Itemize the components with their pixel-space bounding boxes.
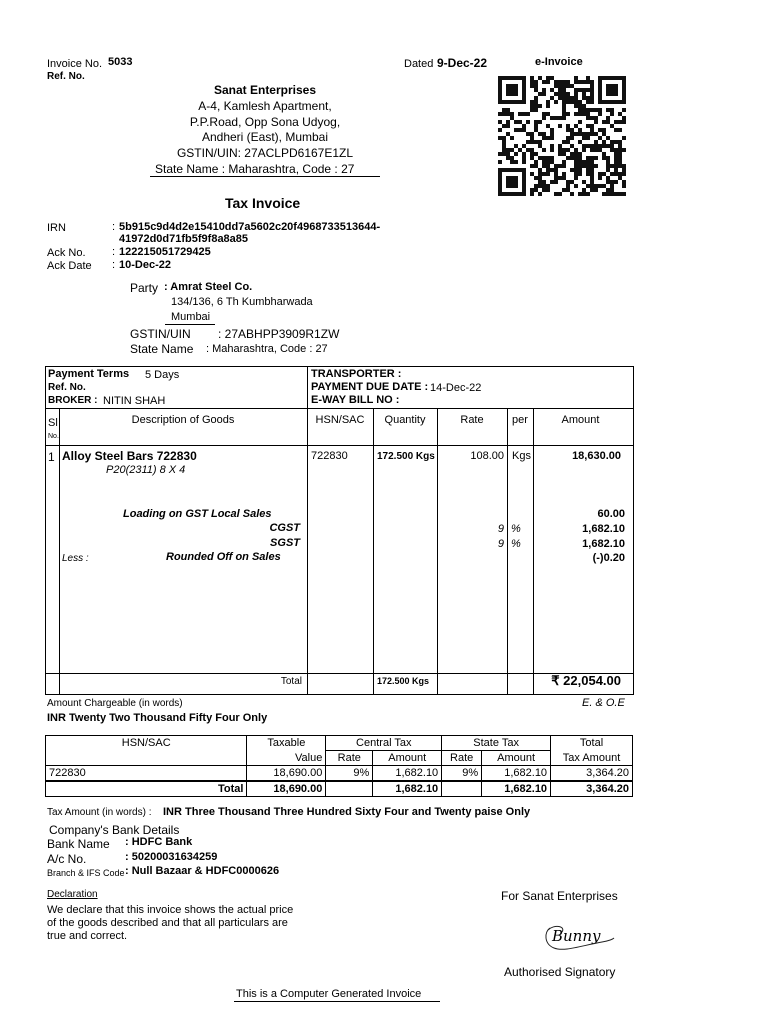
tax-row-central-amount: 1,682.10 <box>373 766 442 782</box>
terms-divider <box>307 366 308 409</box>
payment-terms-label: Payment Terms <box>48 368 130 380</box>
col-line-desc <box>307 408 308 695</box>
bank-name: : HDFC Bank <box>125 836 193 848</box>
branch-label: Branch & IFS Code <box>47 868 125 878</box>
ack-date: 10-Dec-22 <box>119 259 171 271</box>
einvoice-label: e-Invoice <box>535 56 583 68</box>
tax-total-state-rate <box>442 781 482 797</box>
col-line-rate <box>507 408 508 695</box>
seller-underline <box>150 176 380 177</box>
irn-line-1: 5b915c9d4d2e15410dd7a5602c20f4968733513644- <box>119 221 381 233</box>
broker-name: NITIN SHAH <box>103 395 166 407</box>
seller-address-2: P.P.Road, Opp Sona Udyog, <box>189 115 341 129</box>
col-line-qty <box>437 408 438 695</box>
tax-row-hsn: 722830 <box>46 766 247 782</box>
tax-total-state-amount: 1,682.10 <box>482 781 551 797</box>
loading-amount: 60.00 <box>597 508 625 520</box>
declaration-line-2: of the goods described and that all particulars are <box>47 917 288 929</box>
tax-words-label: Tax Amount (in words) : <box>47 807 152 818</box>
sgst-label: SGST <box>270 537 300 549</box>
party-address-2: Mumbai <box>171 311 211 323</box>
col-quantity-header: Quantity <box>384 414 426 426</box>
tax-header-total: Total <box>551 736 633 751</box>
declaration-line-1: We declare that this invoice shows the actual price <box>47 904 294 916</box>
tax-summary-table <box>45 735 633 797</box>
eoe-label: E. & O.E <box>582 697 625 709</box>
rounded-amount: (-)0.20 <box>592 552 625 564</box>
loading-label: Loading on GST Local Sales <box>123 508 272 520</box>
cgst-percent: % <box>511 523 521 535</box>
col-sl-no-header: No. <box>48 433 59 440</box>
branch-ifsc: : Null Bazaar & HDFC0000626 <box>125 865 280 877</box>
account-label: A/c No. <box>47 852 87 866</box>
total-label: Total <box>280 676 302 687</box>
invoice-no-label: Invoice No. <box>47 58 103 70</box>
item-sl: 1 <box>48 450 55 464</box>
tax-header-central-rate: Rate <box>326 751 373 766</box>
sgst-percent: % <box>511 538 521 550</box>
table-row <box>46 766 633 782</box>
declaration-title: Declaration <box>47 889 98 900</box>
tax-row-central-rate: 9% <box>326 766 373 782</box>
footer-note: This is a Computer Generated Invoice <box>236 988 422 1000</box>
col-rate-header: Rate <box>460 414 484 426</box>
tax-words-value: INR Three Thousand Three Hundred Sixty Four and Twenty paise Only <box>163 806 531 818</box>
seller-name: Sanat Enterprises <box>213 83 317 97</box>
tax-header-tax-amount: Tax Amount <box>551 751 633 766</box>
party-state-label: State Name <box>130 342 194 356</box>
less-label: Less : <box>62 553 89 564</box>
authorised-signatory: Authorised Signatory <box>504 965 616 979</box>
tax-total-central-rate <box>326 781 373 797</box>
ack-no: 122215051729425 <box>119 246 211 258</box>
total-amount: ₹ 22,054.00 <box>551 673 621 688</box>
dated-label: Dated <box>404 58 434 70</box>
col-line-per <box>533 408 534 695</box>
terms-ref-no-label: Ref. No. <box>48 382 86 393</box>
tax-total-taxable: 18,690.00 <box>247 781 326 797</box>
ack-no-label: Ack No. <box>47 247 86 259</box>
col-line-hsn <box>373 408 374 695</box>
tax-header-value: Value <box>247 751 326 766</box>
ack-no-colon: : <box>112 246 116 258</box>
tax-row-state-amount: 1,682.10 <box>482 766 551 782</box>
item-amount: 18,630.00 <box>572 450 621 462</box>
rounded-label: Rounded Off on Sales <box>166 551 281 563</box>
tax-header-state-rate: Rate <box>442 751 482 766</box>
seller-state: State Name : Maharashtra, Code : 27 <box>155 162 355 176</box>
party-state: : Maharashtra, Code : 27 <box>206 343 328 355</box>
cgst-rate: 9 <box>497 523 504 535</box>
tax-row-taxable: 18,690.00 <box>247 766 326 782</box>
col-per-header: per <box>512 414 528 426</box>
item-per: Kgs <box>512 450 531 462</box>
for-company-label: For Sanat Enterprises <box>501 889 618 903</box>
col-sl-header: Sl <box>48 417 58 429</box>
ref-no-label: Ref. No. <box>47 71 85 82</box>
broker-label: BROKER : <box>48 395 98 406</box>
sgst-amount: 1,682.10 <box>582 538 625 550</box>
tax-row-total: 3,364.20 <box>551 766 633 782</box>
eway-label: E-WAY BILL NO : <box>311 394 400 406</box>
ack-date-colon: : <box>112 259 116 271</box>
party-label: Party <box>130 281 159 295</box>
bank-details-title: Company's Bank Details <box>49 823 180 837</box>
signature-flourish-icon <box>540 918 620 958</box>
tax-header-taxable: Taxable <box>247 736 326 751</box>
item-quantity: 172.500 Kgs <box>377 451 435 462</box>
col-description-header: Description of Goods <box>131 414 235 426</box>
bank-name-label: Bank Name <box>47 837 110 851</box>
invoice-no: 5033 <box>108 56 133 68</box>
party-gstin-label: GSTIN/UIN <box>130 327 191 341</box>
party-address-1: 134/136, 6 Th Kumbharwada <box>171 296 313 308</box>
col-amount-header: Amount <box>561 414 600 426</box>
tax-header-state-amount: Amount <box>482 751 551 766</box>
party-gstin: : 27ABHPP3909R1ZW <box>218 327 340 341</box>
footer-underline <box>234 1001 440 1002</box>
tax-header-central-amount: Amount <box>373 751 442 766</box>
amount-in-words: INR Twenty Two Thousand Fifty Four Only <box>47 712 268 724</box>
tax-header-hsn-blank <box>46 751 247 766</box>
payment-terms: 5 Days <box>145 369 180 381</box>
seller-address-3: Andheri (East), Mumbai <box>201 130 329 144</box>
due-date-label: PAYMENT DUE DATE : <box>311 381 429 393</box>
tax-header-hsn: HSN/SAC <box>46 736 247 751</box>
tax-header-state: State Tax <box>442 736 551 751</box>
tax-header-central: Central Tax <box>326 736 442 751</box>
party-address-underline <box>165 324 215 325</box>
seller-gstin: GSTIN/UIN: 27ACLPD6167E1ZL <box>176 146 354 160</box>
qr-code-icon <box>498 76 626 196</box>
transporter-label: TRANSPORTER : <box>311 368 402 380</box>
terms-bottom-line <box>45 408 634 409</box>
cgst-label: CGST <box>269 522 300 534</box>
account-number: : 50200031634259 <box>125 851 218 863</box>
tax-row-state-rate: 9% <box>442 766 482 782</box>
irn-line-2: 41972d0d71fb5f9f8a8a85 <box>119 233 249 245</box>
item-hsn: 722830 <box>311 450 348 462</box>
tax-total-label: Total <box>46 781 247 797</box>
ack-date-label: Ack Date <box>47 260 92 272</box>
dated-value: 9-Dec-22 <box>437 56 488 70</box>
tax-total-central-amount: 1,682.10 <box>373 781 442 797</box>
signature-text: Bunny <box>552 927 601 945</box>
cgst-amount: 1,682.10 <box>582 523 625 535</box>
total-quantity: 172.500 Kgs <box>377 676 430 686</box>
item-spec: P20(2311) 8 X 4 <box>106 464 186 476</box>
item-rate: 108.00 <box>470 450 504 462</box>
sgst-rate: 9 <box>497 538 504 550</box>
amount-chargeable-label: Amount Chargeable (in words) <box>47 698 183 709</box>
irn-colon: : <box>112 221 116 233</box>
due-date: 14-Dec-22 <box>430 382 482 394</box>
seller-address-1: A-4, Kamlesh Apartment, <box>198 99 332 113</box>
col-hsn-header: HSN/SAC <box>315 414 365 426</box>
items-header-line <box>45 445 634 446</box>
item-name: Alloy Steel Bars 722830 <box>62 449 197 463</box>
declaration-line-3: true and correct. <box>47 930 128 942</box>
tax-total-total: 3,364.20 <box>551 781 633 797</box>
party-name: : Amrat Steel Co. <box>164 281 253 293</box>
document-title: Tax Invoice <box>225 195 301 211</box>
col-line-sl <box>59 408 60 695</box>
table-total-row <box>46 781 633 797</box>
irn-label: IRN <box>47 222 66 234</box>
